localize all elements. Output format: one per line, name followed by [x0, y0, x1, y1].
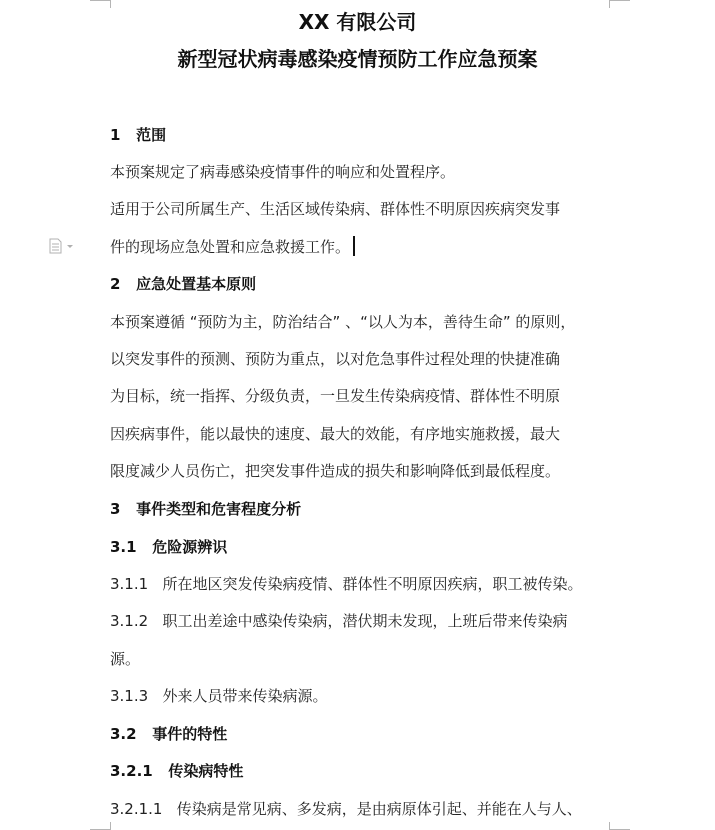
paragraph-text: 件的现场应急处置和应急救援工作。 [110, 238, 351, 256]
clause-number: 3.1.2 [110, 612, 149, 630]
clause-3-1-2 [110, 611, 610, 631]
margin-mark [609, 0, 610, 8]
heading-section-3-1 [110, 537, 610, 557]
margin-mark [110, 822, 111, 830]
text-cursor [353, 236, 355, 256]
paragraph-line: 限度减少人员伤亡，把突发事件造成的损失和影响降低到最低程度。 [110, 462, 561, 480]
heading-text: 危险源辨识 [152, 538, 228, 556]
company-title: XX 有限公司 [298, 10, 417, 34]
heading-section-1 [110, 125, 610, 145]
paragraph-line: 本预案遵循 “预防为主，防治结合” 、“以人为本，善待生命” 的原则， [110, 313, 576, 331]
clause-3-2-1-1 [110, 799, 610, 819]
document-title: 新型冠状病毒感染疫情预防工作应急预案 [177, 47, 538, 71]
clause-number: 3.1.3 [110, 687, 149, 705]
heading-text: 事件类型和危害程度分析 [136, 500, 302, 518]
heading-text: 范围 [136, 126, 167, 144]
clause-number: 3.2.1.1 [110, 800, 163, 818]
heading-number: 3.2.1 [110, 762, 153, 780]
clause-3-1-3 [110, 686, 610, 706]
margin-mark [609, 822, 610, 830]
heading-section-3 [110, 499, 610, 519]
heading-section-3-2-1 [110, 761, 610, 781]
margin-mark [609, 0, 630, 1]
paragraph-line: 为目标，统一指挥、分级负责，一旦发生传染病疫情、群体性不明原 [110, 387, 561, 405]
heading-number: 3.1 [110, 538, 137, 556]
paragraph-line: 因疾病事件，能以最快的速度、最大的效能，有序地实施救援，最大 [110, 425, 561, 443]
heading-text: 传染病特性 [168, 762, 244, 780]
heading-number: 3.2 [110, 725, 137, 743]
paragraph-line: 源。 [110, 650, 141, 668]
heading-text: 事件的特性 [152, 725, 228, 743]
heading-section-3-2 [110, 724, 610, 744]
paragraph-icon[interactable] [48, 238, 76, 254]
heading-number: 3 [110, 500, 121, 518]
paragraph-line: 适用于公司所属生产、生活区域传染病、群体性不明原因疾病突发事 [110, 200, 561, 218]
clause-text: 职工出差途中感染传染病，潜伏期未发现，上班后带来传染病 [162, 612, 568, 630]
clause-text: 所在地区突发传染病疫情、群体性不明原因疾病，职工被传染。 [162, 575, 583, 593]
clause-text: 传染病是常见病、多发病，是由病原体引起、并能在人与人、 [176, 800, 582, 818]
clause-text: 外来人员带来传染病源。 [162, 687, 328, 705]
heading-number: 1 [110, 126, 121, 144]
paragraph-line: 以突发事件的预测、预防为重点，以对危急事件过程处理的快捷准确 [110, 350, 561, 368]
heading-number: 2 [110, 275, 121, 293]
heading-text: 应急处置基本原则 [136, 275, 257, 293]
paragraph-line: 本预案规定了病毒感染疫情事件的响应和处置程序。 [110, 163, 456, 181]
margin-mark [110, 0, 111, 8]
heading-section-2 [110, 274, 610, 294]
clause-3-1-1 [110, 574, 610, 594]
margin-mark [90, 0, 111, 1]
clause-number: 3.1.1 [110, 575, 149, 593]
paragraph-line [110, 236, 610, 257]
